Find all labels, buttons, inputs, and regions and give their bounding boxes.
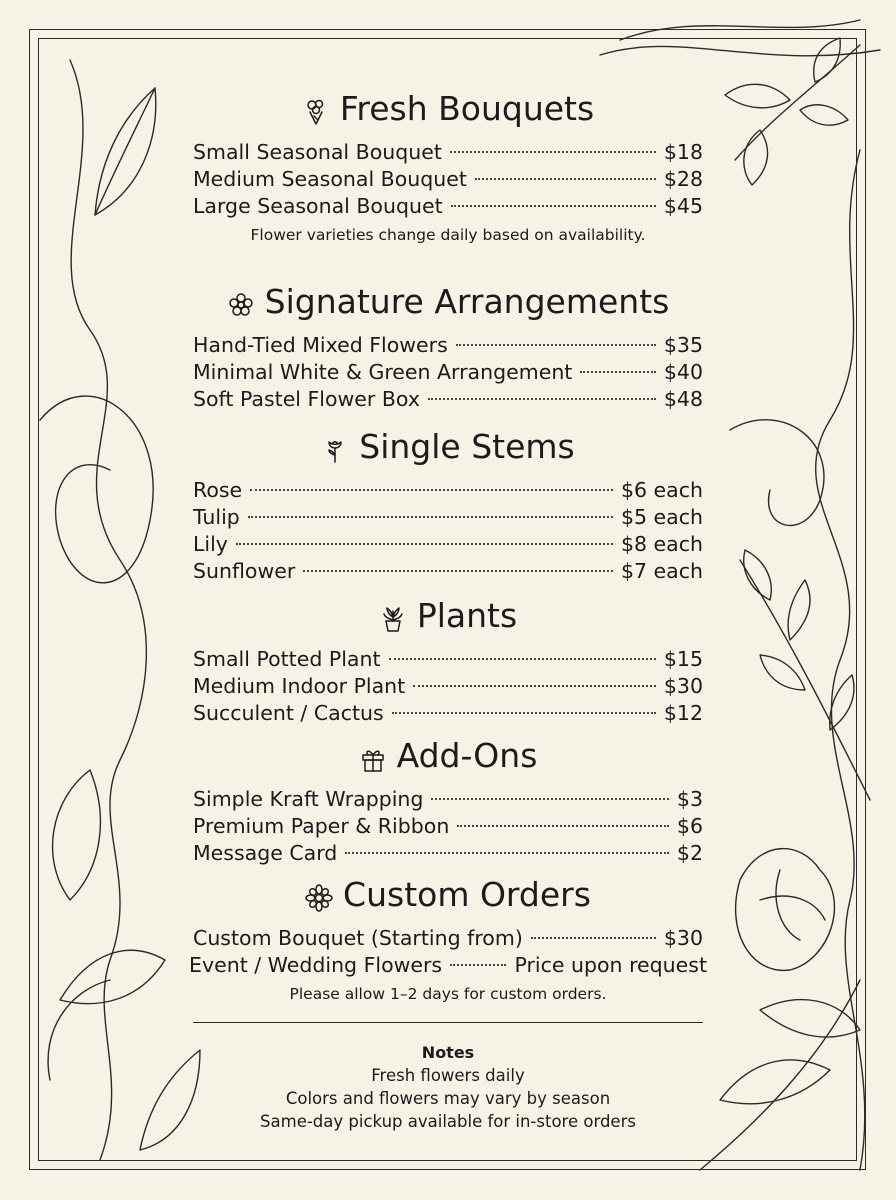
item-price: $8 each <box>620 532 703 556</box>
dot-leader <box>250 489 613 491</box>
item-name: Large Seasonal Bouquet <box>193 194 443 218</box>
dot-leader <box>450 151 656 153</box>
section-note: Please allow 1–2 days for custom orders. <box>289 985 607 1003</box>
item-name: Message Card <box>193 841 338 865</box>
menu-item <box>193 813 703 840</box>
bouquet-icon <box>302 95 330 123</box>
dot-leader <box>236 543 613 545</box>
section-title-text: Signature Arrangements <box>264 282 670 321</box>
dot-leader <box>431 798 668 800</box>
item-price: Price upon request <box>514 953 707 977</box>
item-price: $5 each <box>620 505 703 529</box>
menu-item <box>193 700 703 727</box>
menu-item <box>193 786 703 813</box>
item-name: Sunflower <box>193 559 296 583</box>
section-title <box>193 736 703 776</box>
item-name: Hand-Tied Mixed Flowers <box>193 333 448 357</box>
item-price: $28 <box>663 167 703 191</box>
item-price: $3 <box>676 787 703 811</box>
menu-item <box>193 531 703 558</box>
section-title-text: Plants <box>416 596 518 635</box>
menu-item <box>193 925 703 952</box>
item-name: Small Seasonal Bouquet <box>193 140 442 164</box>
menu-item <box>193 166 703 193</box>
dot-leader <box>303 570 613 572</box>
flower-icon <box>227 288 255 316</box>
section-note: Flower varieties change daily based on availability. <box>250 226 646 244</box>
potted-plant-icon <box>379 602 407 630</box>
item-price: $2 <box>676 841 703 865</box>
item-name: Event / Wedding Flowers <box>189 953 443 977</box>
section-title <box>193 427 703 467</box>
item-name: Rose <box>193 478 243 502</box>
item-name: Premium Paper & Ribbon <box>193 814 450 838</box>
dot-leader <box>451 205 656 207</box>
menu-item <box>193 558 703 585</box>
item-name: Medium Indoor Plant <box>193 674 406 698</box>
notes-line: Fresh flowers daily <box>371 1066 525 1085</box>
menu-item <box>193 840 703 867</box>
item-price: $48 <box>663 387 703 411</box>
section-title-text: Add-Ons <box>396 736 538 775</box>
menu-item <box>193 386 703 413</box>
rose-icon <box>321 433 349 461</box>
section-title <box>193 282 703 322</box>
section-title <box>193 89 703 129</box>
notes-heading: Notes <box>421 1043 475 1062</box>
section-title <box>193 875 703 915</box>
daisy-icon <box>305 881 333 909</box>
gift-icon <box>359 742 387 770</box>
section-plants <box>193 596 703 727</box>
section-signature-arrangements <box>193 282 703 413</box>
dot-leader <box>389 658 656 660</box>
menu-item <box>193 673 703 700</box>
item-price: $45 <box>663 194 703 218</box>
item-name: Custom Bouquet (Starting from) <box>193 926 523 950</box>
item-price: $7 each <box>620 559 703 583</box>
section-title-text: Custom Orders <box>343 875 591 914</box>
dot-leader <box>392 712 656 714</box>
menu-item <box>193 332 703 359</box>
section-title <box>193 596 703 636</box>
menu-item <box>189 952 707 979</box>
item-name: Medium Seasonal Bouquet <box>193 167 467 191</box>
item-price: $35 <box>663 333 703 357</box>
notes-block <box>193 1041 703 1133</box>
item-price: $30 <box>663 674 703 698</box>
item-name: Lily <box>193 532 228 556</box>
notes-line: Colors and flowers may vary by season <box>285 1089 611 1108</box>
item-name: Soft Pastel Flower Box <box>193 387 420 411</box>
item-name: Simple Kraft Wrapping <box>193 787 424 811</box>
dot-leader <box>531 937 656 939</box>
item-price: $6 <box>676 814 703 838</box>
section-fresh-bouquets <box>193 89 703 244</box>
menu-item <box>193 504 703 531</box>
dot-leader <box>450 964 506 966</box>
section-custom-orders <box>189 875 707 1003</box>
item-name: Small Potted Plant <box>193 647 381 671</box>
notes-line: Same-day pickup available for in-store orders <box>260 1112 636 1131</box>
menu-item <box>193 193 703 220</box>
section-title-text: Fresh Bouquets <box>339 89 595 128</box>
menu-item <box>193 646 703 673</box>
item-name: Tulip <box>193 505 240 529</box>
item-name: Minimal White & Green Arrangement <box>193 360 573 384</box>
dot-leader <box>413 685 656 687</box>
menu-item <box>193 477 703 504</box>
section-title-text: Single Stems <box>359 427 575 466</box>
item-price: $6 each <box>620 478 703 502</box>
section-add-ons <box>193 736 703 867</box>
dot-leader <box>456 344 656 346</box>
item-price: $18 <box>663 140 703 164</box>
menu-item <box>193 139 703 166</box>
item-name: Succulent / Cactus <box>193 701 384 725</box>
dot-leader <box>580 371 656 373</box>
menu-item <box>193 359 703 386</box>
dot-leader <box>345 852 669 854</box>
dot-leader <box>457 825 669 827</box>
item-price: $12 <box>663 701 703 725</box>
divider <box>193 1022 703 1023</box>
section-single-stems <box>193 427 703 585</box>
item-price: $30 <box>663 926 703 950</box>
dot-leader <box>428 398 656 400</box>
item-price: $15 <box>663 647 703 671</box>
dot-leader <box>248 516 613 518</box>
item-price: $40 <box>663 360 703 384</box>
dot-leader <box>475 178 656 180</box>
